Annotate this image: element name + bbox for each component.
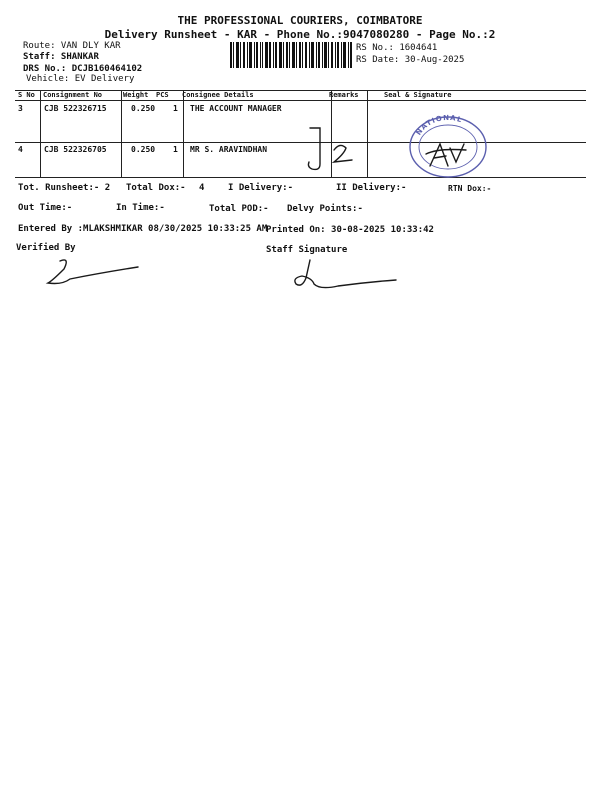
in-time: In Time:- (116, 203, 165, 213)
delvy-points: Delvy Points:- (287, 204, 363, 214)
header-consignee: Consignee Details (182, 91, 254, 99)
row-consignee: THE ACCOUNT MANAGER (190, 104, 282, 113)
i-delivery: I Delivery:- (228, 183, 294, 193)
ii-delivery: II Delivery:- (336, 183, 407, 193)
row-pcs: 1 (173, 145, 178, 154)
verifier-signature (40, 255, 150, 290)
header-weight: Weight (123, 91, 149, 99)
row-sno: 4 (18, 145, 23, 154)
row-consignment: CJB 522326715 (44, 104, 107, 113)
route-label: Route: VAN DLY KAR (23, 41, 121, 51)
col-divider (40, 90, 41, 177)
table-header-border (15, 100, 586, 101)
handwritten-remark (300, 124, 360, 176)
row-consignment: CJB 522326705 (44, 145, 107, 154)
printed-on: Printed On: 30-08-2025 10:33:42 (266, 225, 434, 235)
row-pcs: 1 (173, 104, 178, 113)
out-time: Out Time:- (18, 203, 73, 213)
rs-date: RS Date: 30-Aug-2025 (356, 55, 465, 65)
row-weight: 0.250 (131, 104, 156, 113)
staff-label: Staff: SHANKAR (23, 52, 99, 62)
col-divider (367, 90, 368, 177)
verified-by-label: Verified By (16, 243, 76, 253)
header-pcs: PCS (156, 91, 169, 99)
header-sno: S No (18, 91, 35, 99)
col-divider (183, 90, 184, 177)
row-weight: 0.250 (131, 145, 156, 154)
total-dox-label: Total Dox:- (126, 183, 186, 193)
total-dox-value: 4 (199, 183, 205, 193)
vehicle-label: Vehicle: EV Delivery (26, 74, 135, 84)
stamp-text: NATIONAL (414, 114, 464, 137)
seal-stamp (404, 114, 494, 180)
barcode (230, 42, 352, 68)
drs-number: DRS No.: DCJB160464102 (23, 64, 143, 74)
runsheet-subtitle: Delivery Runsheet - KAR - Phone No.:9047080280 - Page No.:2 (104, 28, 496, 41)
header-seal: Seal & Signature (384, 91, 452, 99)
staff-signature (288, 256, 400, 292)
rs-number: RS No.: 1604641 (356, 43, 438, 53)
company-title: THE PROFESSIONAL COURIERS, COIMBATORE (177, 14, 423, 27)
table-bottom-border (15, 177, 586, 178)
entered-by: Entered By :MLAKSHMIKAR 08/30/2025 10:33:25 AM (18, 224, 268, 234)
tot-runsheet: Tot. Runsheet:- 2 (18, 183, 111, 193)
col-divider (121, 90, 122, 177)
row-consignee: MR S. ARAVINDHAN (190, 145, 268, 154)
header-remarks: Remarks (329, 91, 359, 99)
rtn-dox: RTN Dox:- (448, 184, 492, 193)
staff-signature-label: Staff Signature (266, 245, 348, 255)
row-sno: 3 (18, 104, 23, 113)
header-consignment: Consignment No (43, 91, 103, 99)
total-pod: Total POD:- (209, 204, 269, 214)
